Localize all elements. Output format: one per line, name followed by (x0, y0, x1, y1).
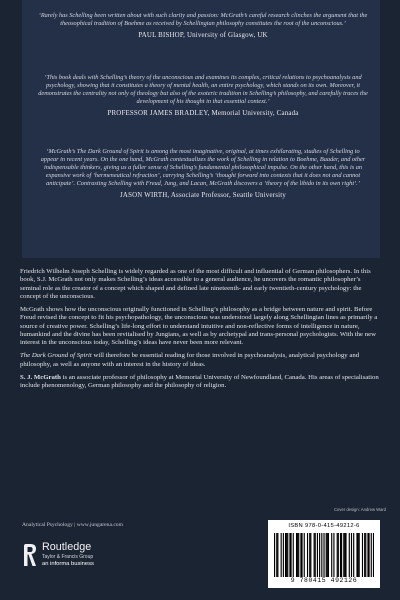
barcode-bar (298, 533, 299, 577)
barcode-bar (362, 533, 363, 577)
barcode-bar (326, 533, 327, 577)
barcode-bar (356, 533, 357, 577)
barcode-bar (323, 533, 324, 577)
description-paragraph-3-text: will therefore be essential reading for those involved in psychoanalysis, analytical psychology and philosophy, as well as anyone with an interest in the history of ideas. (20, 352, 360, 368)
barcode-bar (341, 533, 342, 577)
barcode-bar (321, 533, 322, 577)
barcode-bar (359, 533, 360, 577)
barcode-bar (340, 533, 341, 577)
isbn-barcode-box (268, 520, 380, 588)
review-quote: ‘McGrath’s The Dark Ground of Spirit is among the most imaginative, original, at times exhilarating, studies of Schelling to appear in recent years. On the one hand, McGrath contextualizes the work of Schelling in relation to Boehme, Baader, and other indispensable thinkers, giving us a fuller sense of Schelling’s fundamental philosophical impulse. On the other hand, this is an expansive work of ‘hermeneutical refraction’, carrying Schelling’s ‘thought forward into contexts that it does not and cannot anticipate’. Contrasting Schelling with Freud, Jung, and Lacan, McGrath discovers a ‘theory of the libido in its own right’.’ (40, 148, 366, 188)
barcode-bar (314, 533, 315, 577)
barcode-bar (296, 533, 297, 577)
barcode-bar (315, 533, 316, 577)
barcode-bar (286, 533, 287, 577)
review-quote: ‘This book deals with Schelling’s theory of the unconscious and examines its complex, critical relations to psychoanalysis and psychology, showing that it constitutes a theory of mental health, an entire psychology, which stands on its own. Moreover, it demonstrates the centrality not only of theology but also of the esoteric tradition in Schelling’s philosophy, and carefully traces the development of his thought in that essential context.’ (38, 74, 368, 106)
barcode-bar (364, 533, 365, 577)
barcode-bar (337, 533, 338, 577)
barcode-bar (349, 533, 350, 577)
barcode-bar (307, 533, 308, 577)
review-attribution: JASON WIRTH, Associate Professor, Seattle University (120, 192, 286, 200)
barcode-bar (281, 533, 282, 577)
barcode-bar (371, 533, 372, 577)
author-bio-text: is an associate professor of philosophy at Memorial University of Newfoundland, Canada. His areas of specialisation include phenomenology, German philosophy and the philosophy of religion. (20, 373, 379, 389)
barcode-bar (274, 533, 275, 577)
author-bio (20, 374, 382, 391)
barcode-bar (367, 533, 368, 577)
barcode-bar (345, 533, 346, 577)
barcode-bar (317, 533, 318, 577)
barcode-bar (276, 533, 277, 577)
review-1 (38, 12, 368, 40)
review-2 (38, 74, 368, 118)
barcode-bar (287, 533, 288, 577)
author-name: S. J. McGrath (20, 373, 61, 381)
review-attribution: PROFESSOR JAMES BRADLEY, Memorial University, Canada (107, 110, 299, 118)
barcode-bar (309, 533, 310, 577)
publisher-tagline: an informa business (42, 561, 94, 567)
barcode-digits: 9 780415 492126 (290, 577, 358, 584)
barcode-bar (343, 533, 344, 577)
review-3 (38, 148, 368, 200)
barcode-bar (333, 533, 334, 577)
description-paragraph-2: McGrath shows how the unconscious originally functioned in Schelling’s philosophy as a bridge between nature and spirit. Before Freud revised the concept to fit his psychopathology, the unconscious was understood largely along Schellingian lines as primarily a source of creative power. Schelling’s life-long effort to understand intuitive and non-reflective forms of intelligence in nature, humankind and the divine has been revitalised by Jungians, as well as by archetypal and trans-personal psychologists. With the new interest in the unconscious today, Schelling’s ideas have never been more relevant. (20, 305, 378, 347)
barcode-bar (358, 533, 359, 577)
barcode-bar (297, 533, 298, 577)
barcode-bar (338, 533, 339, 577)
publisher-group: Taylor & Francis Group (42, 554, 94, 560)
barcode-bar (344, 533, 345, 577)
publisher-logo (22, 542, 162, 572)
isbn-label: ISBN 978-0-415-49212-6 (288, 523, 360, 529)
barcode (274, 533, 374, 577)
barcode-bar (285, 533, 286, 577)
barcode-bar (293, 533, 294, 577)
barcode-bar (300, 533, 301, 577)
barcode-bar (304, 533, 305, 577)
barcode-bar (301, 533, 302, 577)
barcode-bar (365, 533, 366, 577)
barcode-bar (310, 533, 311, 577)
review-attribution: PAUL BISHOP, University of Glasgow, UK (138, 32, 268, 40)
barcode-bar (331, 533, 332, 577)
series-line: Analytical Psychology | www.jungarena.com (22, 522, 123, 528)
barcode-bar (353, 533, 354, 577)
barcode-bar (283, 533, 284, 577)
barcode-bar (351, 533, 352, 577)
book-description (20, 268, 382, 395)
barcode-bar (277, 533, 278, 577)
barcode-bar (369, 533, 370, 577)
barcode-bar (290, 533, 291, 577)
description-paragraph-3 (20, 352, 382, 369)
barcode-bar (319, 533, 320, 577)
cover-design-credit: Cover design: Andrew Ward (334, 507, 386, 512)
barcode-bar (289, 533, 290, 577)
review-quote: ‘Rarely has Schelling been written about with such clarity and passion: McGrath’s careful research clinches the argument that the theosophical tradition of Boehme as received by Schellingian philosophy constitutes the root of the unconscious.’ (38, 12, 368, 28)
reviews-panel (22, 0, 380, 258)
description-paragraph-1: Friedrich Wilhelm Joseph Schelling is widely regarded as one of the most difficult and influential of German philosophers. In this book, S.J. McGrath not only makes Schelling’s ideas accessible to a general audience, he uncovers the romantic philosopher’s seminal role as the creator of a concept which shaped and defined late nineteenth- and early twentieth-century psychology: the concept of the unconscious. (20, 268, 371, 301)
barcode-bar (373, 533, 374, 577)
barcode-bar (327, 533, 328, 577)
barcode-bar (328, 533, 329, 577)
publisher-name: Routledge (42, 541, 92, 553)
routledge-mark-icon (22, 542, 38, 568)
book-title: The Dark Ground of Spirit (20, 352, 92, 360)
